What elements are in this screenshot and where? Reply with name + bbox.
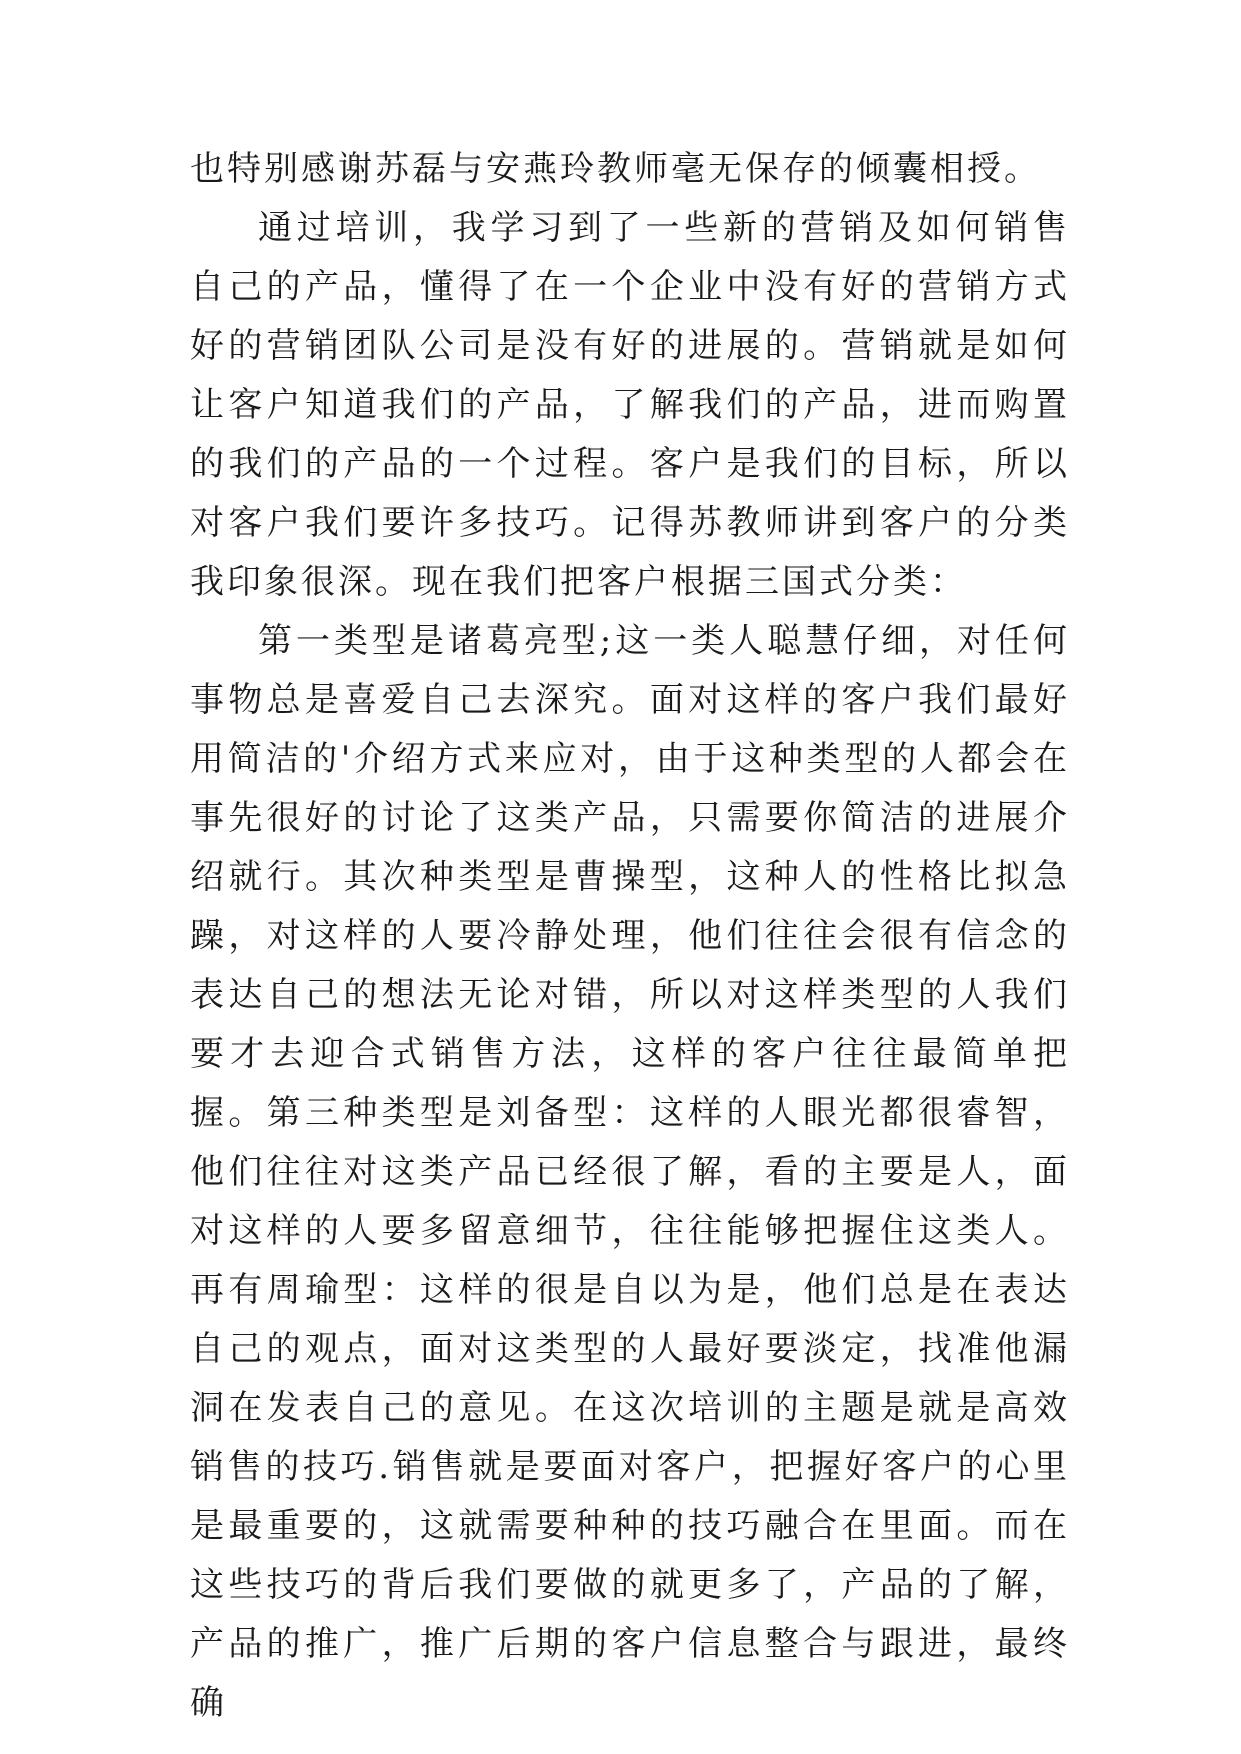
document-body (190, 140, 1070, 1733)
paragraph-3: 第一类型是诸葛亮型;这一类人聪慧仔细，对任何事物总是喜爱自己去深究。面对这样的客户我们最好用简洁的'介绍方式来应对，由于这种类型的人都会在事先很好的讨论了这类产品，只需要你简洁的进展介绍就行。其次种类型是曹操型，这种人的性格比拟急躁，对这样的人要冷静处理，他们往往会很有信念的表达自己的想法无论对错，所以对这样类型的人我们要才去迎合式销售方法，这样的客户往往最简单把握。第三种类型是刘备型：这样的人眼光都很睿智，他们往往对这类产品已经很了解，看的主要是人，面对这样的人要多留意细节，往往能够把握住这类人。再有周瑜型：这样的很是自以为是，他们总是在表达自己的观点，面对这类型的人最好要淡定，找准他漏洞在发表自己的意见。在这次培训的主题是就是高效销售的技巧.销售就是要面对客户，把握好客户的心里是最重要的，这就需要种种的技巧融合在里面。而在这些技巧的背后我们要做的就更多了，产品的了解，产品的推广，推广后期的客户信息整合与跟进，最终确 (190, 621, 1070, 1723)
paragraph-2: 通过培训，我学习到了一些新的营销及如何销售自己的产品，懂得了在一个企业中没有好的营销方式好的营销团队公司是没有好的进展的。营销就是如何让客户知道我们的产品，了解我们的产品，进而购置的我们的产品的一个过程。客户是我们的目标，所以对客户我们要许多技巧。记得苏教师讲到客户的分类我印象很深。现在我们把客户根据三国式分类： (190, 208, 1070, 602)
paragraph-1: 也特别感谢苏磊与安燕玲教师毫无保存的倾囊相授。 (190, 149, 1041, 189)
